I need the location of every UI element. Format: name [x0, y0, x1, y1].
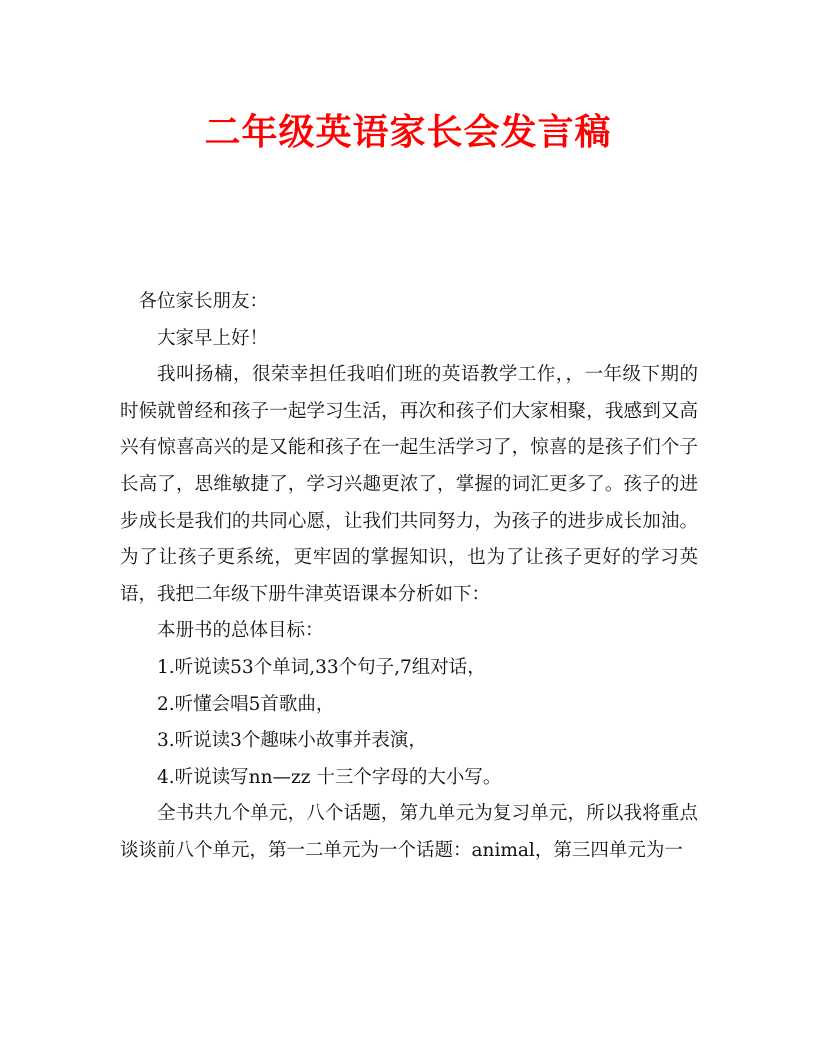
goal-item-1: 1.听说读53个单词,33个句子,7组对话，: [157, 656, 486, 678]
goal-item-3: 3.听说读3个趣味小故事并表演，: [157, 730, 427, 752]
goal-item-2: 2.听懂会唱5首歌曲，: [157, 693, 335, 715]
introduction-paragraph: 我叫扬楠，很荣幸担任我咱们班的英语教学工作，，一年级下期的时候就曾经和孩子一起学习生活，再次和孩子们大家相聚，我感到又高兴有惊喜高兴的是又能和孩子在一起生活学习了，惊喜的是孩子们个子长高了，思维敏捷了，学习兴趣更浓了，掌握的词汇更多了。孩子的进步成长是我们的共同心愿，让我们共同努力，为孩子的进步成长加油。为了让孩子更系统，更牢固的掌握知识，也为了让孩子更好的学习英语，我把二年级下册牛津英语课本分析如下：: [120, 364, 698, 605]
goal-item-4: 4.听说读写nn—zz 十三个字母的大小写。: [157, 766, 502, 788]
salutation-paragraph: 各位家长朋友：: [138, 291, 269, 312]
goals-heading-paragraph: 本册书的总体目标：: [157, 620, 324, 642]
document-body: [120, 284, 698, 870]
units-overview-paragraph: 全书共九个单元，八个话题，第九单元为复习单元，所以我将重点谈谈前八个单元，第一二单元为一个话题：animal，第三四单元为一: [120, 803, 698, 861]
document-title: 二年级英语家长会发言稿: [204, 111, 612, 153]
greeting-paragraph: 大家早上好！: [157, 327, 269, 349]
